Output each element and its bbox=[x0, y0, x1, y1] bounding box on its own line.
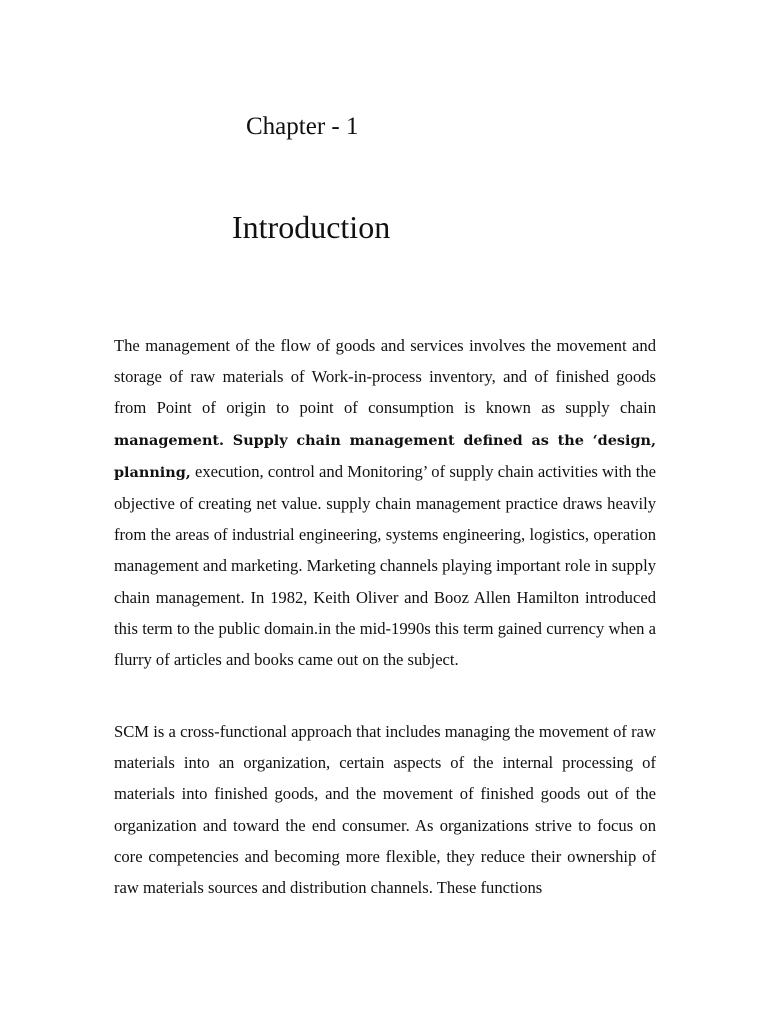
paragraph-1-text-start: The management of the flow of goods and services involves the movement and storage of raw materials of Work-in-process inventory, and of finished goods from Point of origin to point of consumption is known as supply chain bbox=[114, 336, 656, 418]
paragraph-1-text-end: execution, control and Monitoring’ of supply chain activities with the objective of creating net value. supply chain management practice draws heavily from the areas of industrial engineering, systems engineering, logistics, operation management and marketing. Marketing channels playing important role in supply chain management. In 1982, Keith Oliver and Booz Allen Hamilton introduced this term to the public domain.in the mid-1990s this term gained currency when a flurry of articles and books came out on the subject. bbox=[114, 461, 656, 670]
chapter-label: Chapter - 1 bbox=[246, 113, 359, 140]
paragraph-1 bbox=[114, 330, 656, 675]
paragraph-1-bold-text: management. Supply chain management defined as the ‘design, planning, bbox=[114, 431, 656, 481]
chapter-title: Introduction bbox=[232, 209, 391, 245]
paragraph-2: SCM is a cross-functional approach that includes managing the movement of raw materials into an organization, certain aspects of the internal processing of materials into finished goods, and the movement of finished goods out of the organization and toward the end consumer. As organizations strive to focus on core competencies and becoming more flexible, they reduce their ownership of raw materials sources and distribution channels. These functions bbox=[114, 722, 656, 898]
